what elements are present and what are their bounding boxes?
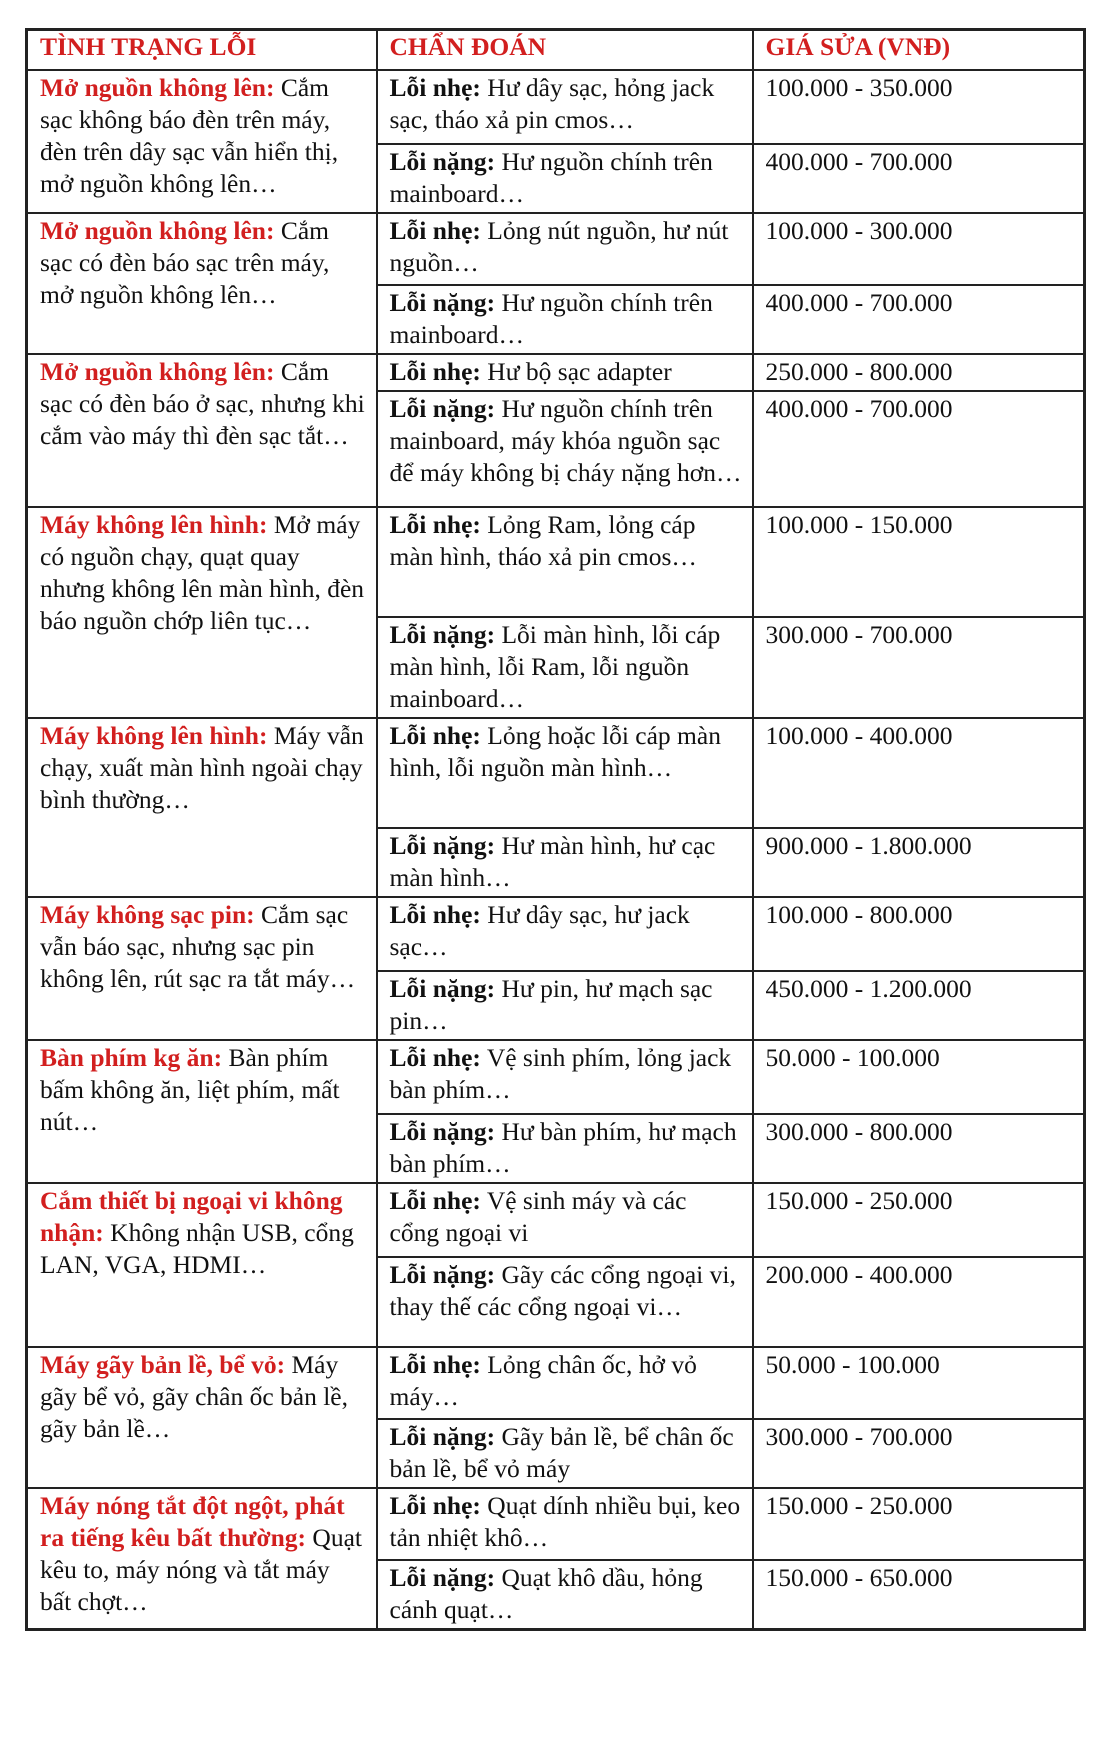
status-title: Máy gãy bản lề, bể vỏ: [40,1350,286,1379]
diagnosis-light-cell [377,1183,753,1257]
price-light-cell: 100.000 - 400.000 [753,718,1085,828]
price-heavy-cell: 400.000 - 700.000 [753,144,1085,213]
heavy-description: Hư nguồn chính trên mainboard… [389,147,713,208]
light-label: Lỗi nhẹ: [389,216,481,245]
status-title: Mở nguồn không lên: [40,357,275,386]
table-row [27,354,1085,391]
status-cell [27,1347,377,1488]
light-description: Hư bộ sạc adapter [480,357,672,386]
table-row [27,70,1085,144]
light-label: Lỗi nhẹ: [389,1350,481,1379]
light-description: Lỏng hoặc lỗi cáp màn hình, lỗi nguồn màn hình… [389,721,721,782]
price-table-page [25,28,1083,1631]
diagnosis-light-cell [377,1040,753,1114]
status-description: Máy gãy bể vỏ, gãy chân ốc bản lề, gãy bản lề… [40,1350,349,1443]
light-description: Vệ sinh máy và các cổng ngoại vi [389,1186,687,1247]
price-light-cell: 150.000 - 250.000 [753,1183,1085,1257]
table-row [27,718,1085,828]
diagnosis-light-cell [377,897,753,971]
heavy-label: Lỗi nặng: [389,831,496,860]
light-label: Lỗi nhẹ: [389,1186,481,1215]
status-title: Bàn phím kg ăn: [40,1043,223,1072]
status-cell [27,1183,377,1347]
price-light-cell: 50.000 - 100.000 [753,1040,1085,1114]
heavy-description: Hư màn hình, hư cạc màn hình… [389,831,716,892]
status-title: Máy nóng tắt đột ngột, phát ra tiếng kêu bất thường: [40,1491,345,1552]
price-light-cell: 250.000 - 800.000 [753,354,1085,391]
diagnosis-light-cell [377,718,753,828]
heavy-label: Lỗi nặng: [389,1563,496,1592]
status-title: Cắm thiết bị ngoại vi không nhận: [40,1186,343,1247]
price-heavy-cell: 200.000 - 400.000 [753,1257,1085,1347]
heavy-description: Lỗi màn hình, lỗi cáp màn hình, lỗi Ram, lỗi nguồn mainboard… [389,620,721,713]
diagnosis-light-cell [377,1488,753,1560]
heavy-label: Lỗi nặng: [389,620,496,649]
price-light-cell: 150.000 - 250.000 [753,1488,1085,1560]
status-title: Mở nguồn không lên: [40,73,275,102]
diagnosis-heavy-cell [377,391,753,507]
light-label: Lỗi nhẹ: [389,721,481,750]
diagnosis-heavy-cell [377,828,753,897]
heavy-label: Lỗi nặng: [389,394,496,423]
light-description: Quạt dính nhiều bụi, keo tản nhiệt khô… [389,1491,741,1552]
table-row [27,213,1085,285]
light-label: Lỗi nhẹ: [389,73,481,102]
table-row [27,897,1085,971]
status-title: Máy không sạc pin: [40,900,255,929]
status-cell [27,1040,377,1183]
heavy-label: Lỗi nặng: [389,974,496,1003]
status-description: Quạt kêu to, máy nóng và tắt máy bất chợt… [40,1523,362,1616]
status-description: Cắm sạc vẫn báo sạc, nhưng sạc pin không lên, rút sạc ra tắt máy… [40,900,356,993]
price-light-cell: 100.000 - 800.000 [753,897,1085,971]
heavy-label: Lỗi nặng: [389,1260,496,1289]
diagnosis-heavy-cell [377,1419,753,1488]
table-body [27,70,1085,1630]
status-description: Không nhận USB, cổng LAN, VGA, HDMI… [40,1218,354,1279]
status-title: Máy không lên hình: [40,510,268,539]
light-description: Lỏng nút nguồn, hư nút nguồn… [389,216,729,277]
table-row [27,1183,1085,1257]
status-description: Cắm sạc có đèn báo ở sạc, nhưng khi cắm vào máy thì đèn sạc tắt… [40,357,365,450]
header-diagnosis: CHẨN ĐOÁN [377,30,753,71]
status-description: Máy vẫn chạy, xuất màn hình ngoài chạy bình thường… [40,721,364,814]
light-description: Hư dây sạc, hư jack sạc… [389,900,690,961]
light-label: Lỗi nhẹ: [389,900,481,929]
diagnosis-light-cell [377,213,753,285]
heavy-label: Lỗi nặng: [389,1117,496,1146]
price-heavy-cell: 450.000 - 1.200.000 [753,971,1085,1040]
light-description: Vệ sinh phím, lỏng jack bàn phím… [389,1043,732,1104]
light-label: Lỗi nhẹ: [389,1491,481,1520]
table-header-row [27,30,1085,71]
status-cell [27,718,377,897]
diagnosis-light-cell [377,70,753,144]
status-cell [27,1488,377,1630]
heavy-description: Hư bàn phím, hư mạch bàn phím… [389,1117,737,1178]
price-light-cell: 100.000 - 300.000 [753,213,1085,285]
price-heavy-cell: 400.000 - 700.000 [753,391,1085,507]
diagnosis-heavy-cell [377,144,753,213]
light-label: Lỗi nhẹ: [389,510,481,539]
repair-price-table [25,28,1086,1631]
table-row [27,1040,1085,1114]
light-label: Lỗi nhẹ: [389,1043,481,1072]
status-cell [27,213,377,354]
heavy-description: Hư nguồn chính trên mainboard… [389,288,713,349]
diagnosis-light-cell [377,1347,753,1419]
status-title: Máy không lên hình: [40,721,268,750]
heavy-description: Gãy bản lề, bể chân ốc bản lề, bể vỏ máy [389,1422,734,1483]
diagnosis-heavy-cell [377,285,753,354]
table-row [27,1347,1085,1419]
price-heavy-cell: 300.000 - 800.000 [753,1114,1085,1183]
price-heavy-cell: 300.000 - 700.000 [753,617,1085,718]
price-light-cell: 100.000 - 350.000 [753,70,1085,144]
price-heavy-cell: 300.000 - 700.000 [753,1419,1085,1488]
price-light-cell: 50.000 - 100.000 [753,1347,1085,1419]
diagnosis-heavy-cell [377,971,753,1040]
light-description: Hư dây sạc, hỏng jack sạc, tháo xả pin cmos… [389,73,715,134]
table-row [27,507,1085,617]
status-description: Mở máy có nguồn chạy, quạt quay nhưng không lên màn hình, đèn báo nguồn chớp liên tục… [40,510,365,635]
price-heavy-cell: 400.000 - 700.000 [753,285,1085,354]
status-description: Bàn phím bấm không ăn, liệt phím, mất nút… [40,1043,340,1136]
price-heavy-cell: 900.000 - 1.800.000 [753,828,1085,897]
status-cell [27,70,377,213]
status-description: Cắm sạc không báo đèn trên máy, đèn trên dây sạc vẫn hiển thị, mở nguồn không lên… [40,73,339,198]
heavy-label: Lỗi nặng: [389,1422,496,1451]
diagnosis-heavy-cell [377,1114,753,1183]
heavy-description: Hư pin, hư mạch sạc pin… [389,974,713,1035]
status-description: Cắm sạc có đèn báo sạc trên máy, mở nguồn không lên… [40,216,330,309]
status-title: Mở nguồn không lên: [40,216,275,245]
heavy-description: Quạt khô dầu, hỏng cánh quạt… [389,1563,703,1624]
header-price: GIÁ SỬA (VNĐ) [753,30,1085,71]
status-cell [27,354,377,507]
diagnosis-heavy-cell [377,1560,753,1630]
heavy-label: Lỗi nặng: [389,147,496,176]
heavy-description: Gãy các cổng ngoại vi, thay thế các cổng ngoại vi… [389,1260,736,1321]
status-cell [27,507,377,718]
light-label: Lỗi nhẹ: [389,357,481,386]
heavy-label: Lỗi nặng: [389,288,496,317]
price-light-cell: 100.000 - 150.000 [753,507,1085,617]
price-heavy-cell: 150.000 - 650.000 [753,1560,1085,1630]
diagnosis-light-cell [377,507,753,617]
heavy-description: Hư nguồn chính trên mainboard, máy khóa nguồn sạc để máy không bị cháy nặng hơn… [389,394,742,487]
diagnosis-heavy-cell [377,1257,753,1347]
diagnosis-light-cell [377,354,753,391]
diagnosis-heavy-cell [377,617,753,718]
light-description: Lỏng chân ốc, hở vỏ máy… [389,1350,697,1411]
status-cell [27,897,377,1040]
header-status: TÌNH TRẠNG LỖI [27,30,377,71]
table-row [27,1488,1085,1560]
light-description: Lỏng Ram, lỏng cáp màn hình, tháo xả pin cmos… [389,510,697,571]
